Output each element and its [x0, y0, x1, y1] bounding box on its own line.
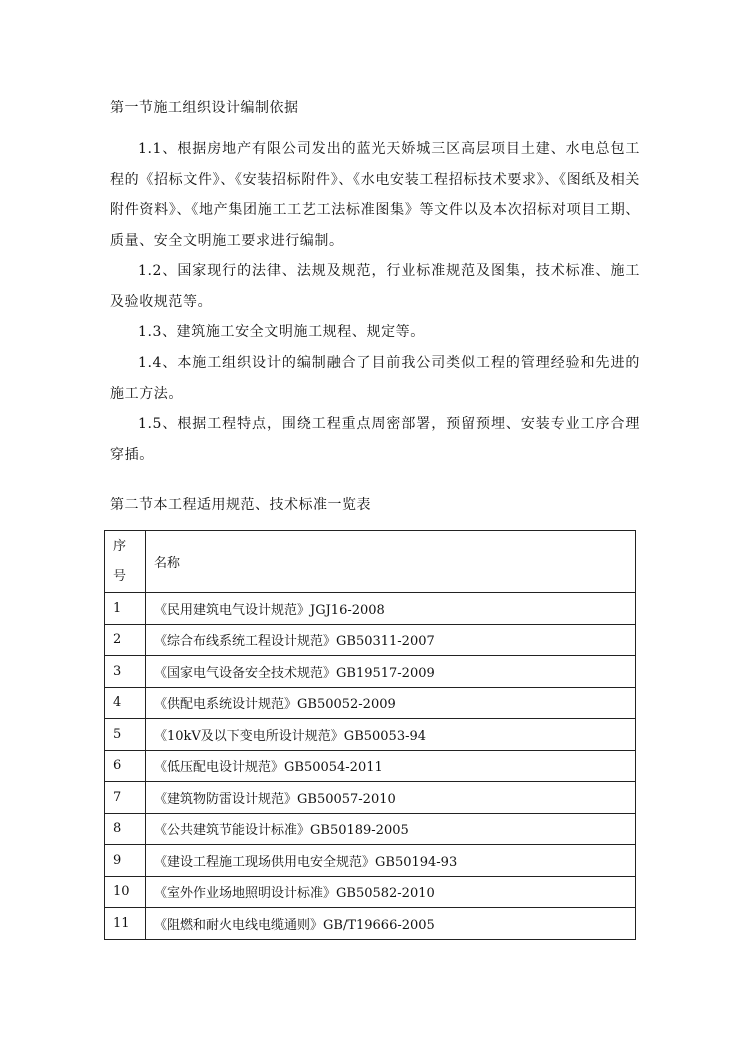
table-row — [105, 908, 636, 940]
row-number: 2 — [105, 624, 146, 656]
row-number: 1 — [105, 593, 146, 625]
paragraph-1-5: 1.5、根据工程特点，围绕工程重点周密部署，预留预埋、安装专业工序合理穿插。 — [110, 416, 640, 463]
header-number-cell — [105, 531, 146, 593]
row-number: 5 — [105, 719, 146, 751]
row-standard-name: 《10kV及以下变电所设计规范》GB50053-94 — [146, 719, 636, 751]
table-row — [105, 624, 636, 656]
table-row — [105, 750, 636, 782]
row-standard-name: 《供配电系统设计规范》GB50052-2009 — [146, 687, 636, 719]
paragraph-1-2: 1.2、国家现行的法律、法规及规范，行业标准规范及图集，技术标准、施工及验收规范等。 — [110, 263, 640, 310]
row-standard-name: 《室外作业场地照明设计标准》GB50582-2010 — [146, 876, 636, 908]
paragraph-1-4: 1.4、本施工组织设计的编制融合了目前我公司类似工程的管理经验和先进的施工方法。 — [110, 355, 640, 402]
table-row — [105, 656, 636, 688]
row-number: 11 — [105, 908, 146, 940]
row-number: 7 — [105, 782, 146, 814]
row-number: 6 — [105, 750, 146, 782]
table-row — [105, 687, 636, 719]
row-number: 9 — [105, 845, 146, 877]
table-row — [105, 845, 636, 877]
table-header-row — [105, 531, 636, 593]
row-standard-name: 《国家电气设备安全技术规范》GB19517-2009 — [146, 656, 636, 688]
row-number: 8 — [105, 813, 146, 845]
table-row — [105, 719, 636, 751]
header-number-label: 序号 — [113, 538, 127, 584]
row-number: 4 — [105, 687, 146, 719]
section-2-title: 第二节本工程适用规范、技术标准一览表 — [110, 497, 371, 513]
row-number: 3 — [105, 656, 146, 688]
row-standard-name: 《建筑物防雷设计规范》GB50057-2010 — [146, 782, 636, 814]
row-standard-name: 《建设工程施工现场供用电安全规范》GB50194-93 — [146, 845, 636, 877]
row-standard-name: 《公共建筑节能设计标准》GB50189-2005 — [146, 813, 636, 845]
table-row — [105, 876, 636, 908]
row-standard-name: 《阻燃和耐火电线电缆通则》GB/T19666-2005 — [146, 908, 636, 940]
table-row — [105, 593, 636, 625]
row-number: 10 — [105, 876, 146, 908]
row-standard-name: 《民用建筑电气设计规范》JGJ16-2008 — [146, 593, 636, 625]
row-standard-name: 《综合布线系统工程设计规范》GB50311-2007 — [146, 624, 636, 656]
table-row — [105, 813, 636, 845]
paragraph-1-1: 1.1、根据房地产有限公司发出的蓝光天娇城三区高层项目土建、水电总包工程的《招标文件》、《安装招标附件》、《水电安装工程招标技术要求》、《图纸及相关附件资料》、《地产集团施工工艺工法标准图集》等文件以及本次招标对项目工期、质量、安全文明施工要求进行编制。 — [110, 141, 640, 249]
paragraph-1-3: 1.3、建筑施工安全文明施工规程、规定等。 — [138, 324, 425, 340]
section-1-title: 第一节施工组织设计编制依据 — [110, 100, 299, 116]
standards-table — [104, 530, 636, 940]
table-row — [105, 782, 636, 814]
header-name-cell: 名称 — [146, 531, 636, 593]
row-standard-name: 《低压配电设计规范》GB50054-2011 — [146, 750, 636, 782]
